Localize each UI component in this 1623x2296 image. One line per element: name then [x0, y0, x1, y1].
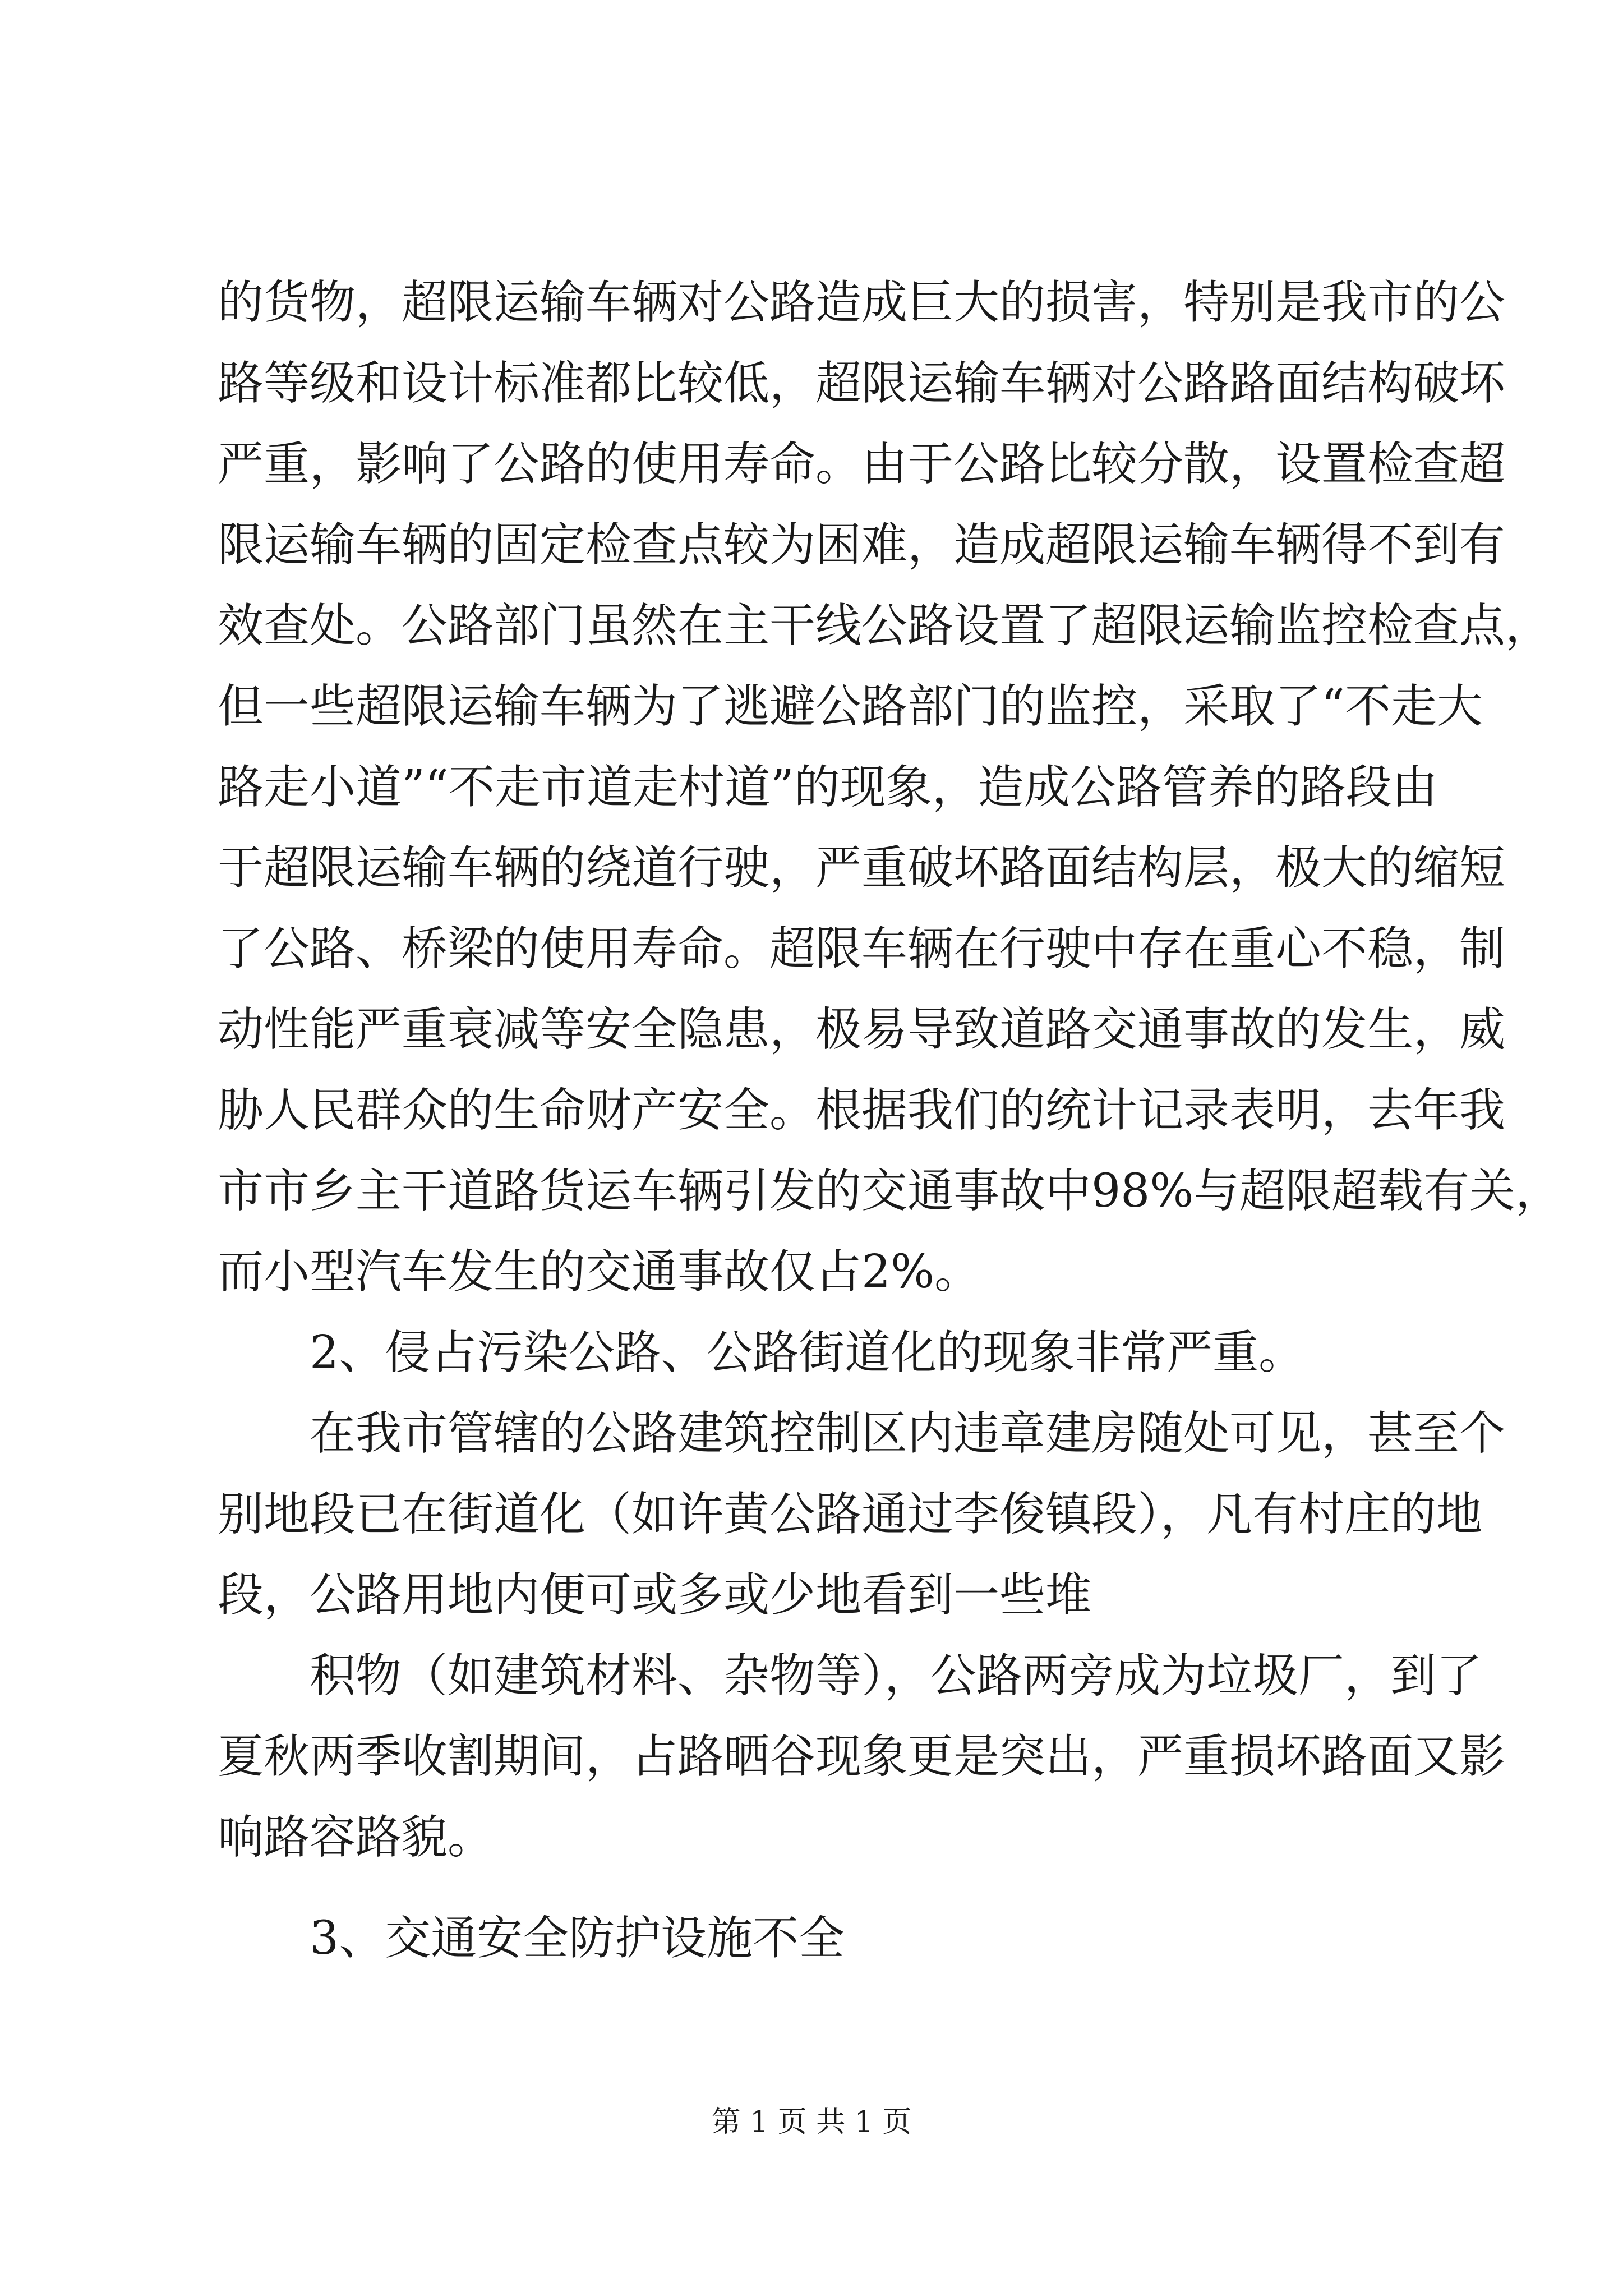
paragraph-line: 响路容路貌。: [218, 1811, 494, 1864]
paragraph-line: 动性能严重衰减等安全隐患，极易导致道路交通事故的发生，威: [218, 1003, 1506, 1056]
paragraph-line: 限运输车辆的固定检查点较为困难，造成超限运输车辆得不到有: [218, 518, 1506, 572]
section-heading: 3、交通安全防护设施不全: [310, 1912, 845, 1965]
paragraph-line: 市市乡主干道路货运车辆引发的交通事故中98%与超限超载有关，: [218, 1165, 1562, 1218]
paragraph-line: 严重，影响了公路的使用寿命。由于公路比较分散，设置检查超: [218, 438, 1506, 491]
paragraph-line: 于超限运输车辆的绕道行驶，严重破坏路面结构层，极大的缩短: [218, 841, 1506, 895]
paragraph-line: 的货物，超限运输车辆对公路造成巨大的损害，特别是我市的公: [218, 276, 1506, 329]
paragraph-line: 路等级和设计标准都比较低，超限运输车辆对公路路面结构破坏: [218, 357, 1506, 410]
paragraph-line: 而小型汽车发生的交通事故仅占2%。: [218, 1245, 981, 1299]
section-heading: 2、侵占污染公路、公路街道化的现象非常严重。: [310, 1326, 1305, 1379]
paragraph-line: 路走小道”“不走市道走村道”的现象，造成公路管养的路段由: [218, 761, 1438, 814]
paragraph-line: 但一些超限运输车辆为了逃避公路部门的监控，采取了“不走大: [218, 680, 1483, 733]
document-body: [218, 263, 1562, 1979]
paragraph-line: 胁人民群众的生命财产安全。根据我们的统计记录表明，去年我: [218, 1084, 1506, 1137]
paragraph-line: 段，公路用地内便可或多或少地看到一些堆: [218, 1568, 1092, 1622]
paragraph-line: 夏秋两季收割期间，占路晒谷现象更是突出，严重损坏路面又影: [218, 1730, 1506, 1783]
paragraph-line: 了公路、桥梁的使用寿命。超限车辆在行驶中存在重心不稳，制: [218, 922, 1506, 976]
page-footer: 第 1 页 共 1 页: [711, 2105, 912, 2139]
paragraph-line: 积物（如建筑材料、杂物等），公路两旁成为垃圾厂，到了: [310, 1649, 1483, 1703]
paragraph-line: 在我市管辖的公路建筑控制区内违章建房随处可见，甚至个: [310, 1407, 1506, 1460]
paragraph-line: 效查处。公路部门虽然在主干线公路设置了超限运输监控检查点，: [218, 599, 1552, 652]
paragraph-line: 别地段已在街道化（如许黄公路通过李俊镇段），凡有村庄的地: [218, 1488, 1483, 1541]
paragraph-spacer: [218, 1878, 1418, 1898]
